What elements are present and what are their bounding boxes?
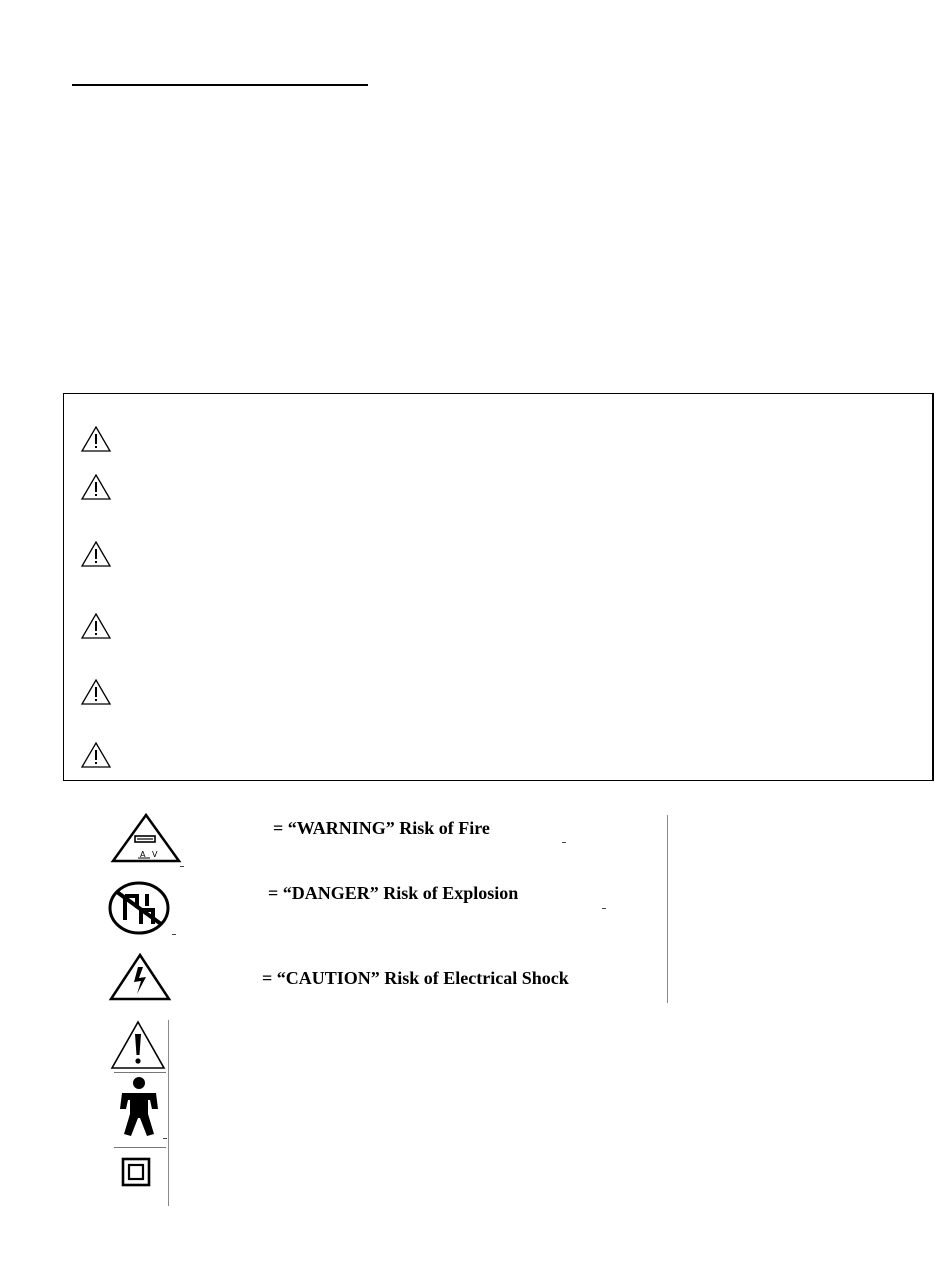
legend-explosion-text: = “DANGER” Risk of Explosion [268, 883, 519, 903]
tick-mark [180, 866, 184, 867]
double-insulation-icon [121, 1157, 151, 1187]
type-bf-body-icon [114, 1076, 166, 1138]
tick-mark [172, 934, 176, 935]
tick-mark [562, 842, 566, 843]
svg-text:V: V [152, 850, 158, 859]
tick-mark [163, 1138, 167, 1139]
svg-text:A: A [140, 850, 146, 859]
legend-shock-text: = “CAUTION” Risk of Electrical Shock [262, 968, 569, 988]
caution-triangle-icon [80, 473, 112, 501]
separator-line [114, 1072, 166, 1073]
warnings-box [63, 393, 934, 781]
caution-triangle-icon [80, 425, 112, 453]
separator-line [114, 1147, 166, 1148]
symbols-divider [168, 1020, 169, 1206]
legend-fire-text: = “WARNING” Risk of Fire [273, 818, 490, 838]
caution-triangle-icon [80, 678, 112, 706]
attention-triangle-icon [110, 1020, 166, 1070]
caution-triangle-icon [80, 741, 112, 769]
explosion-danger-icon [107, 880, 171, 936]
tick-mark [602, 908, 606, 909]
caution-triangle-icon [80, 540, 112, 568]
caution-triangle-icon [80, 612, 112, 640]
fire-warning-icon [110, 812, 182, 864]
heading-underline [72, 84, 368, 86]
legend-divider [667, 815, 668, 1003]
electrical-shock-icon [108, 952, 172, 1002]
